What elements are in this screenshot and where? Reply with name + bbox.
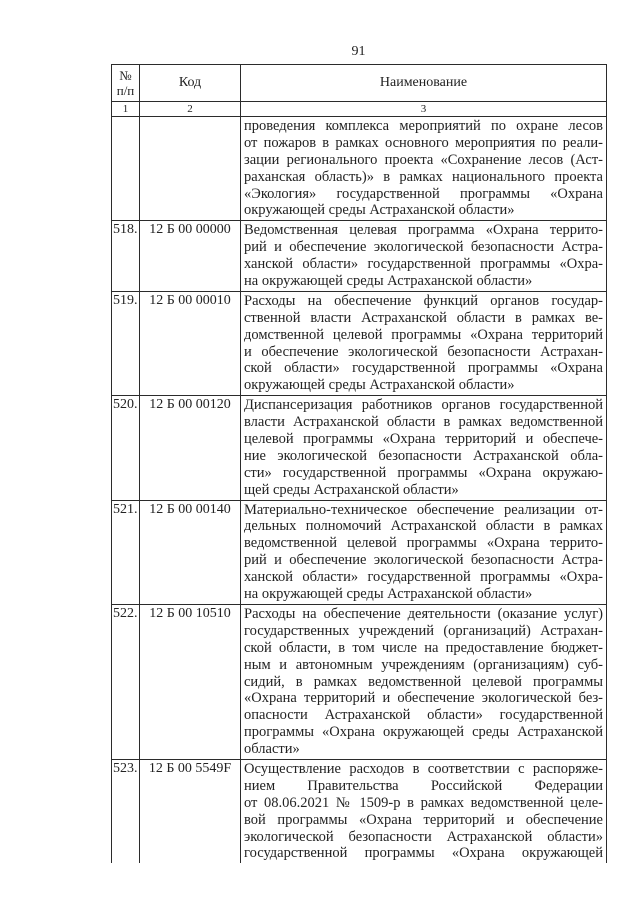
name-text-line: сидий, в рамках ведомственной целевой программы <box>244 673 603 690</box>
name-text-line: на окружающей среды Астраханской области» <box>244 273 533 290</box>
name-text-line: Осуществление расходов в соответствии с распоряже- <box>244 760 603 777</box>
page-number: 91 <box>351 44 366 59</box>
name-text-line: программы «Охрана окружающей среды Астраханской <box>244 724 603 741</box>
name-text-line: проведения комплекса мероприятий по охране лесов <box>244 118 603 134</box>
row-number: 521. <box>112 500 140 604</box>
name-text-line: домственной целевой программы «Охрана территорий <box>244 326 603 343</box>
column-number-3: 3 <box>241 102 607 117</box>
name-text-line: рий и обеспечение экологической безопасности Астра- <box>244 552 603 569</box>
name-text-line: ханской области» государственной программы «Охра- <box>244 569 603 586</box>
row-name <box>241 117 607 221</box>
row-number: 523. <box>112 759 140 863</box>
name-text-line: окружающей среды Астраханской области» <box>244 377 515 394</box>
name-text-line: рий и обеспечение экологической безопасности Астра- <box>244 239 603 256</box>
row-name <box>241 759 607 863</box>
header-number-sign: № <box>119 68 132 83</box>
name-text-line: окружающей среды Астраханской области» <box>244 202 515 219</box>
header-name-cell: Наименование <box>241 65 607 102</box>
name-text-line: Диспансеризация работников органов государственной <box>244 397 603 414</box>
name-text-line: Ведомственная целевая программа «Охрана террито- <box>244 222 603 239</box>
name-text-line: «Экология» государственной программы «Охрана <box>244 185 603 202</box>
name-text-line: области» <box>244 741 300 758</box>
table-row <box>112 759 607 863</box>
row-name <box>241 500 607 604</box>
name-text-line: ской области» государственной программы «Охрана <box>244 360 603 377</box>
row-code: 12 Б 00 00140 <box>140 500 241 604</box>
name-text-line: власти Астраханской области в рамках ведомственной <box>244 414 603 431</box>
table-row <box>112 117 607 221</box>
row-name <box>241 291 607 395</box>
name-text-line: и обеспечение экологической безопасности Астрахан- <box>244 343 603 360</box>
name-text-line: щей среды Астраханской области» <box>244 481 459 498</box>
header-number-cell <box>112 65 140 102</box>
name-text-line: нием Правительства Российской Федерации <box>244 777 603 794</box>
budget-classification-table <box>111 64 607 863</box>
name-text-line: ской области, в том числе на предоставление бюджет- <box>244 639 603 656</box>
name-text-line: целевой программы «Охрана территорий и обеспече- <box>244 431 603 448</box>
table-header-row <box>112 65 607 102</box>
column-number-2: 2 <box>140 102 241 117</box>
table-row <box>112 291 607 395</box>
name-text-line: зации регионального проекта «Сохранение лесов (Аст- <box>244 151 603 168</box>
name-text-line: ханской области» государственной программы «Охра- <box>244 256 603 273</box>
row-code: 12 Б 00 00000 <box>140 221 241 292</box>
name-text-line: Материально-техническое обеспечение реализации от- <box>244 501 603 518</box>
name-text-line: государственных учреждений (организаций) Астрахан- <box>244 622 603 639</box>
row-code: 12 Б 00 00010 <box>140 291 241 395</box>
column-numbers-row <box>112 102 607 117</box>
row-name <box>241 604 607 759</box>
row-number: 522. <box>112 604 140 759</box>
name-text-line: государственной программы «Охрана окружающей <box>244 845 603 862</box>
table-row <box>112 396 607 500</box>
header-code-cell: Код <box>140 65 241 102</box>
row-code: 12 Б 00 10510 <box>140 604 241 759</box>
name-text-line: дельных полномочий Астраханской области в рамках <box>244 518 603 535</box>
row-code: 12 Б 00 00120 <box>140 396 241 500</box>
row-code <box>140 117 241 221</box>
name-text-line: сти» государственной программы «Охрана окружаю- <box>244 464 603 481</box>
name-text-line: раханская область)» в рамках национального проекта <box>244 168 603 185</box>
name-text-line: вой программы «Охрана территорий и обеспечение <box>244 811 603 828</box>
row-number: 518. <box>112 221 140 292</box>
name-text-line: ственной власти Астраханской области в рамках ве- <box>244 309 603 326</box>
row-name <box>241 221 607 292</box>
row-name <box>241 396 607 500</box>
name-text-line: ведомственной целевой программы «Охрана террито- <box>244 535 603 552</box>
row-number <box>112 117 140 221</box>
table-row <box>112 500 607 604</box>
row-number: 520. <box>112 396 140 500</box>
name-text-line: Расходы на обеспечение деятельности (оказание услуг) <box>244 605 603 622</box>
row-code: 12 Б 00 5549F <box>140 759 241 863</box>
name-text-line: ным и автономным учреждениям (организациям) суб- <box>244 656 603 673</box>
name-text-line: «Охрана территорий и обеспечение экологической без- <box>244 690 603 707</box>
header-number-abbr: п/п <box>116 83 135 98</box>
name-text-line: опасности Астраханской области» государственной <box>244 707 603 724</box>
name-text-line: от пожаров в рамках основного мероприятия по реали- <box>244 134 603 151</box>
column-number-1: 1 <box>112 102 140 117</box>
name-text-line: экологической безопасности Астраханской области» <box>244 828 603 845</box>
row-number: 519. <box>112 291 140 395</box>
table-row <box>112 604 607 759</box>
name-text-line: Расходы на обеспечение функций органов государ- <box>244 292 603 309</box>
name-text-line: от 08.06.2021 № 1509-р в рамках ведомственной целе- <box>244 794 603 811</box>
name-text-line: на окружающей среды Астраханской области» <box>244 586 533 603</box>
table-row <box>112 221 607 292</box>
name-text-line: ние экологической безопасности Астраханской обла- <box>244 447 603 464</box>
